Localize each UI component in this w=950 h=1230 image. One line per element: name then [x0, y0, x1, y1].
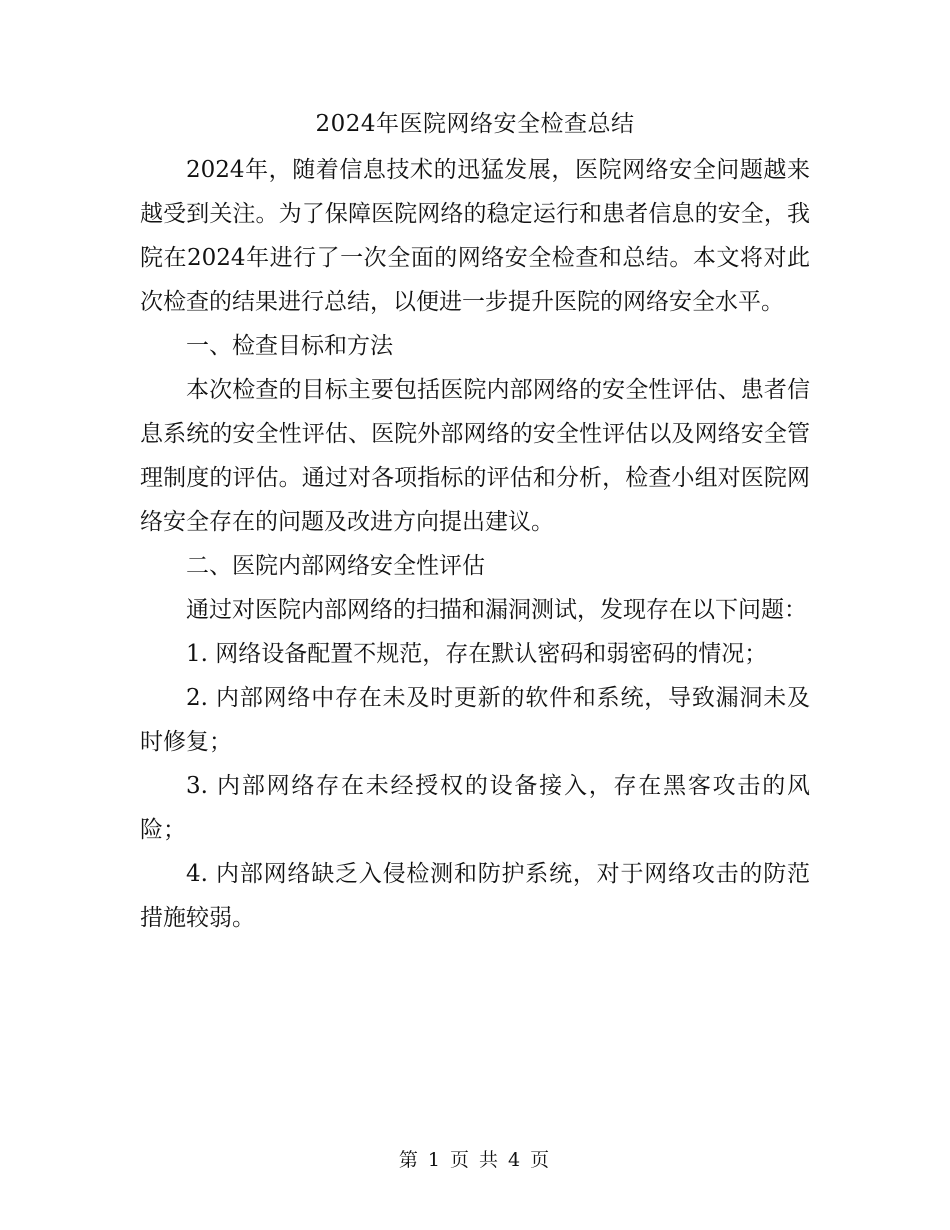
- intro-paragraph: 2024年，随着信息技术的迅猛发展，医院网络安全问题越来越受到关注。为了保障医院网络的稳定运行和患者信息的安全，我院在2024年进行了一次全面的网络安全检查和总结。本文将对此次检查的结果进行总结，以便进一步提升医院的网络安全水平。: [140, 157, 810, 315]
- page-number-footer: 第 1 页 共 4 页: [398, 1149, 552, 1171]
- document-body: [140, 148, 810, 940]
- section-paragraph-2: 通过对医院内部网络的扫描和漏洞测试，发现存在以下问题：: [186, 597, 807, 623]
- list-item-3: 3. 内部网络存在未经授权的设备接入，存在黑客攻击的风险；: [140, 773, 810, 843]
- section-paragraph-1: 本次检查的目标主要包括医院内部网络的安全性评估、患者信息系统的安全性评估、医院外部网络的安全性评估以及网络安全管理制度的评估。通过对各项指标的评估和分析，检查小组对医院网络安全存在的问题及改进方向提出建议。: [140, 377, 810, 535]
- list-item-2: 2. 内部网络中存在未及时更新的软件和系统，导致漏洞未及时修复；: [140, 685, 810, 755]
- list-item-1: 1. 网络设备配置不规范，存在默认密码和弱密码的情况；: [186, 641, 768, 667]
- section-heading-1: 一、检查目标和方法: [186, 333, 393, 359]
- document-title: 2024年医院网络安全检查总结: [315, 111, 635, 137]
- section-heading-2: 二、医院内部网络安全性评估: [186, 553, 485, 579]
- list-item-4: 4. 内部网络缺乏入侵检测和防护系统，对于网络攻击的防范措施较弱。: [140, 861, 810, 931]
